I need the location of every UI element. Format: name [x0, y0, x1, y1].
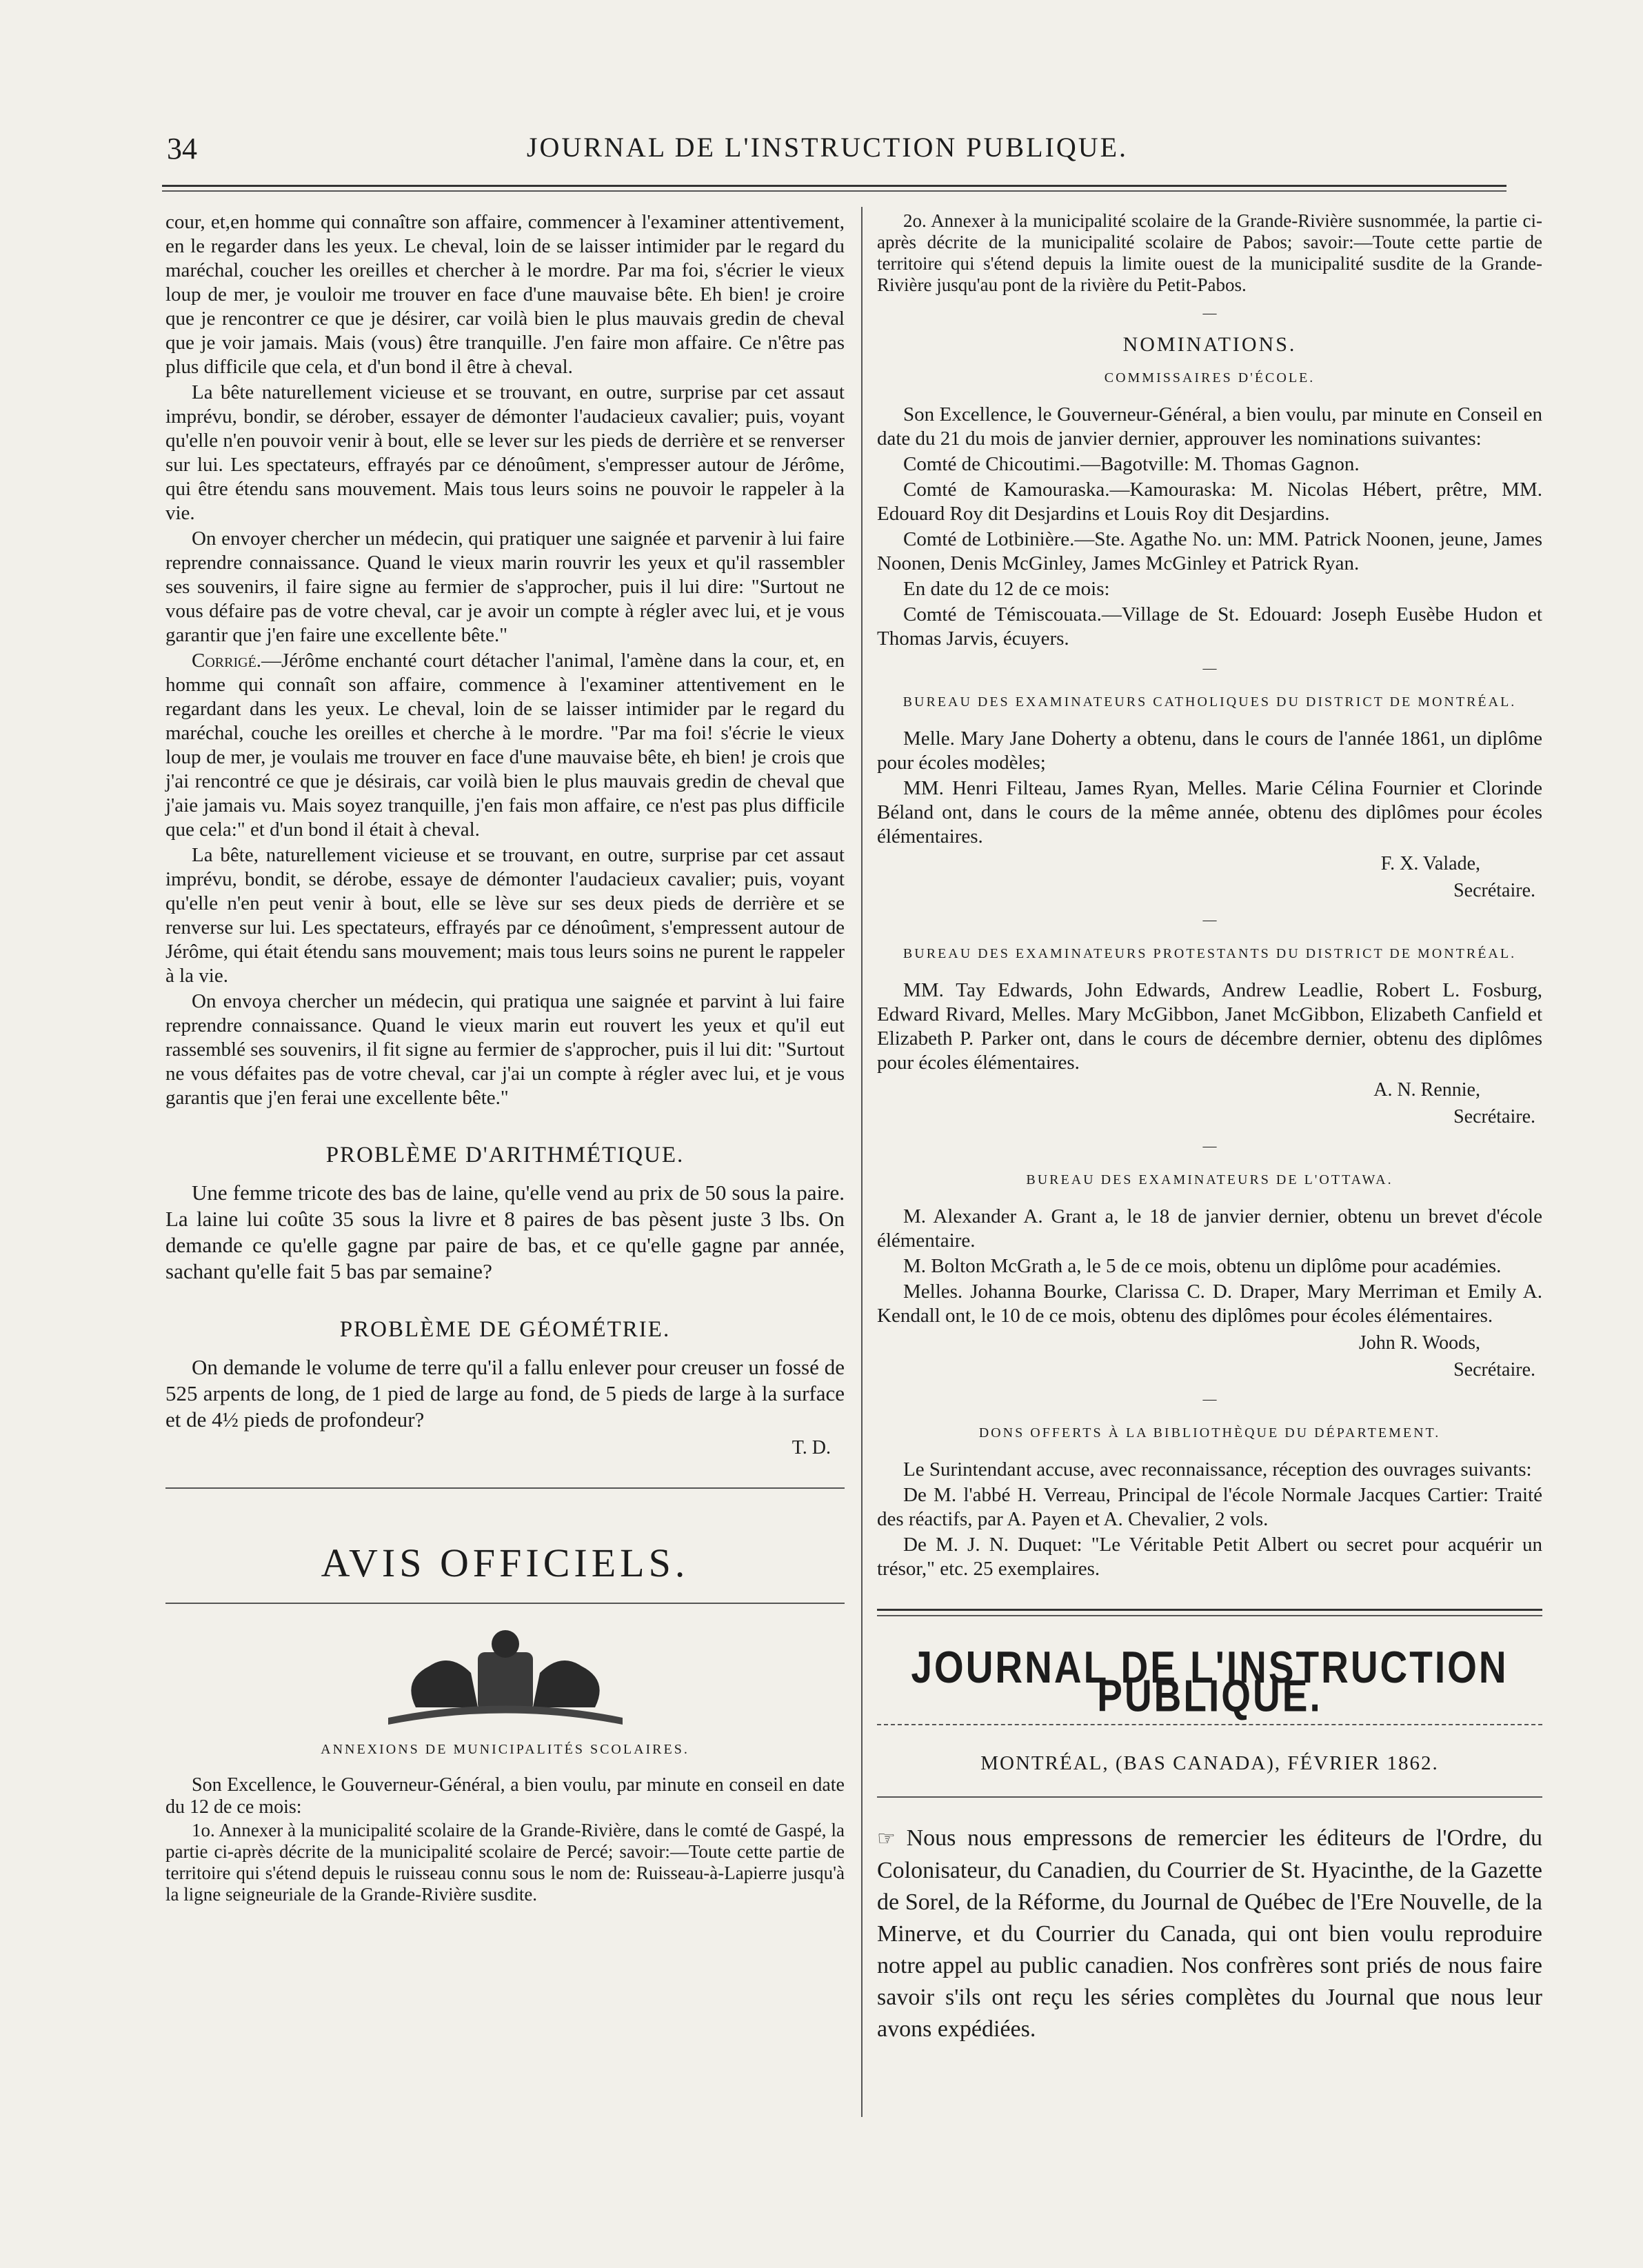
annexion-1: 1o. Annexer à la municipalité scolaire de la Grande-Rivière, dans le comté de Gaspé, la partie ci-après décrite de la municipalité scolaire de Percé; savoir:—Toute cette partie de territoire qui s'étend depuis le ruisseau connu sous le nom de: Ruisseau-à-Lapierre jusqu'à la ligne seigneuriale de la Grande-Rivière susdite.: [165, 1820, 845, 1905]
masthead-rule-bottom: [877, 1724, 1542, 1725]
journal-masthead: JOURNAL DE L'INSTRUCTION PUBLIQUE.: [911, 1642, 1509, 1721]
masthead-rule-top: [877, 1609, 1542, 1611]
nominations-intro: Son Excellence, le Gouverneur-Général, a bien voulu, par minute en Conseil en date du 21 du mois de janvier dernier, approuver les nominations suivantes:: [877, 403, 1542, 450]
nominations-heading: NOMINATIONS.: [1122, 333, 1297, 356]
separator-dash: —: [1202, 661, 1217, 676]
ottawa-board-item-1: M. Alexander A. Grant a, le 18 de janvier dernier, obtenu un brevet d'école élémentaire.: [877, 1205, 1542, 1252]
pointing-hand-icon: ☞: [877, 1827, 907, 1850]
section-rule: [165, 1487, 845, 1489]
separator-dash: —: [1202, 305, 1217, 321]
thanks-notice: [877, 1823, 1542, 2045]
annexions-heading: ANNEXIONS DE MUNICIPALITÉS SCOLAIRES.: [321, 1742, 689, 1757]
protestant-board-heading: BUREAU DES EXAMINATEURS PROTESTANTS DU DISTRICT DE MONTRÉAL.: [903, 946, 1517, 961]
protestant-board-signature-title: Secrétaire.: [1453, 1106, 1535, 1127]
avis-rule: [165, 1603, 845, 1604]
coat-of-arms-emblem: [374, 1625, 636, 1728]
donations-item-2: De M. l'abbé H. Verreau, Principal de l'école Normale Jacques Cartier: Traité des réactifs, par A. Payen et A. Chevalier, 2 vols.: [877, 1484, 1542, 1530]
annexion-2: 2o. Annexer à la municipalité scolaire de la Grande-Rivière susnommée, la partie ci-après décrite de la municipalité scolaire de Pabos; savoir:—Toute cette partie de territoire qui s'étend depuis la limite ouest de la municipalité susdite de la Grande-Rivière jusqu'au pont de la rivière du Petit-Pabos.: [877, 210, 1542, 295]
geometry-heading: PROBLÈME DE GÉOMÉTRIE.: [339, 1317, 671, 1342]
story-paragraph-2: La bête naturellement vicieuse et se trouvant, en outre, surprise par cet assaut imprévu, bondir, se dérober, essayer de démonter l'audacieux cavalier; puis, voyant qu'elle n'en pouvoir venir à bout, elle se lever sur les pieds de derrière et se renverser sur lui. Les spectateurs, effrayés par ce dénoûment, s'empresser autour de Jérôme, qui être étendu sans mouvement. Mais tous leurs soins ne pouvoir le rappeler à la vie.: [165, 381, 845, 524]
protestant-board-item-1: MM. Tay Edwards, John Edwards, Andrew Leadlie, Robert L. Fosburg, Edward Rivard, Melles. Mary McGibbon, Janet McGibbon, Elizabeth Canfield et Elizabeth P. Parker ont, dans le cours de décembre dernier, obtenu des diplômes pour écoles élémentaires.: [877, 979, 1542, 1074]
page-number: 34: [167, 132, 197, 165]
catholic-board-item-1: Melle. Mary Jane Doherty a obtenu, dans le cours de l'année 1861, un diplôme pour écoles modèles;: [877, 727, 1542, 774]
catholic-board-heading: BUREAU DES EXAMINATEURS CATHOLIQUES DU DISTRICT DE MONTRÉAL.: [903, 694, 1517, 710]
story-paragraph-6: On envoya chercher un médecin, qui pratiqua une saignée et parvint à lui faire reprendre connaissance. Quand le vieux marin eut rouvert les yeux et qu'il eut rassemblé ses souvenirs, il fit signe au fermier de s'approcher, puis il lui dit: "Surtout ne vous défaites pas de votre cheval, car j'ai un compte à régler avec lui, et je vous garantis que j'en ferai une excellente bête.": [165, 990, 845, 1109]
nomination-chicoutimi: Comté de Chicoutimi.—Bagotville: M. Thomas Gagnon.: [903, 453, 1360, 475]
right-column: [877, 210, 1542, 2047]
masthead-rule-top-2: [877, 1615, 1542, 1616]
story-paragraph-1: cour, et,en homme qui connaître son affaire, commencer à l'examiner attentivement, en le regarder dans les yeux. Le cheval, loin de se laisser intimider par le regard du maréchal, coucher les oreilles et chercher à le mordre. Par ma foi, s'écrier le vieux loup de mer, je vouloir me trouver en face d'une mauvaise bête. Eh bien! je croire que je rencontrer ce que je désirer, car voilà bien le plus mauvais gredin de cheval que je voir jamais. Mais (vous) être tranquille. J'en faire mon affaire. Ce n'être pas plus difficile que cela, et d'un bond il être à cheval.: [165, 211, 845, 378]
corrige-label: Corrigé.: [192, 650, 262, 672]
corrige-paragraph: [165, 649, 845, 842]
protestant-board-signature-name: A. N. Rennie,: [1373, 1079, 1480, 1101]
catholic-board-signature-title: Secrétaire.: [1453, 880, 1535, 901]
donations-heading: DONS OFFERTS À LA BIBLIOTHÈQUE DU DÉPARTEMENT.: [978, 1425, 1441, 1441]
catholic-board-signature-name: F. X. Valade,: [1380, 853, 1480, 874]
header-rule-lower: [162, 190, 1506, 192]
separator-dash: —: [1202, 1392, 1217, 1407]
ottawa-board-item-2: M. Bolton McGrath a, le 5 de ce mois, obtenu un diplôme pour académies.: [903, 1255, 1502, 1277]
geometry-problem: On demande le volume de terre qu'il a fallu enlever pour creuser un fossé de 525 arpents de long, de 1 pied de large au fond, de 5 pieds de large à la surface et de 4½ pieds de profondeur?: [165, 1355, 845, 1432]
nomination-temiscouata: Comté de Témiscouata.—Village de St. Edouard: Joseph Eusèbe Hudon et Thomas Jarvis, écuyers.: [877, 603, 1542, 650]
left-column: [165, 210, 845, 1907]
column-divider: [861, 207, 863, 2117]
nomination-lotbiniere: Comté de Lotbinière.—Ste. Agathe No. un: MM. Patrick Noonen, jeune, James Noonen, Denis McGinley, James McGinley et Patrick Ryan.: [877, 528, 1542, 574]
arithmetic-problem: Une femme tricote des bas de laine, qu'elle vend au prix de 50 sous la paire. La laine lui coûte 35 sous la livre et 8 paires de bas pèsent juste 3 lbs. On demande ce qu'elle gagne par paire de bas, et ce qu'elle gagne par année, sachant qu'elle fait 5 bas par semaine?: [165, 1181, 845, 1283]
running-title: JOURNAL DE L'INSTRUCTION PUBLIQUE.: [526, 132, 1129, 163]
dateline-rule: [877, 1796, 1542, 1798]
separator-dash: —: [1202, 912, 1217, 927]
annexions-intro: Son Excellence, le Gouverneur-Général, a bien voulu, par minute en conseil en date du 12 de ce mois:: [165, 1774, 845, 1818]
ottawa-board-signature-title: Secrétaire.: [1453, 1359, 1535, 1381]
nomination-date: En date du 12 de ce mois:: [903, 578, 1110, 600]
masthead-dateline: MONTRÉAL, (BAS CANADA), FÉVRIER 1862.: [980, 1752, 1439, 1774]
catholic-board-item-2: MM. Henri Filteau, James Ryan, Melles. Marie Célina Fournier et Clorinde Béland ont, dans le cours de la même année, obtenu des diplômes pour écoles élémentaires.: [877, 777, 1542, 847]
story-paragraph-3: On envoyer chercher un médecin, qui pratiquer une saignée et parvenir à lui faire reprendre connaissance. Quand le vieux marin rouvrir les yeux et qu'il rassembler ses souvenirs, il faire signe au fermier de s'approcher, puis il lui dire: "Surtout ne vous défaire pas de votre cheval, car je avoir un compte à régler avec lui, et je vous garantir que j'en faire une excellente bête.": [165, 528, 845, 646]
geometry-signature: T. D.: [792, 1437, 831, 1458]
header-rule: [162, 185, 1506, 187]
ottawa-board-heading: BUREAU DES EXAMINATEURS DE L'OTTAWA.: [1026, 1172, 1393, 1187]
thanks-notice-text: Nous nous empressons de remercier les éditeurs de l'Ordre, du Colonisateur, du Canadien, du Courrier de St. Hyacinthe, de la Gazette de Sorel, de la Réforme, du Journal de Québec de l'Ere Nouvelle, de la Minerve, et du Courrier du Canada, qui ont bien voulu reproduire notre appel au public canadien. Nos confrères sont priés de nous faire savoir s'ils ont reçu les séries complètes du Journal que nous leur avons expédiées.: [877, 1825, 1542, 2042]
ottawa-board-item-3: Melles. Johanna Bourke, Clarissa C. D. Draper, Mary Merriman et Emily A. Kendall ont, le 10 de ce mois, obtenu des diplômes pour écoles élémentaires.: [877, 1281, 1542, 1327]
separator-dash: —: [1202, 1138, 1217, 1154]
donations-item-1: Le Surintendant accuse, avec reconnaissance, réception des ouvrages suivants:: [903, 1458, 1532, 1481]
ottawa-board-signature-name: John R. Woods,: [1358, 1332, 1480, 1354]
donations-item-3: De M. J. N. Duquet: "Le Véritable Petit Albert ou secret pour acquérir un trésor," etc. 25 exemplaires.: [877, 1534, 1542, 1580]
page-header: [159, 131, 1496, 172]
nomination-kamouraska: Comté de Kamouraska.—Kamouraska: M. Nicolas Hébert, prêtre, MM. Edouard Roy dit Desjardins et Louis Roy dit Desjardins.: [877, 479, 1542, 525]
corrige-text: —Jérôme enchanté court détacher l'animal, l'amène dans la cour, et, en homme qui connaît son affaire, commence à l'examiner attentivement en le regardant dans les yeux. Le cheval, loin de se laisser intimider par le regard du maréchal, couche les oreilles et cherche à le mordre. "Par ma foi! s'écrie le vieux loup de mer, je voulais me trouver en face d'une mauvaise bête, eh bien! je crois que j'ai rencontré ce que je désirais, car voilà bien le plus mauvais gredin de cheval que j'aie jamais vu. Mais soyez tranquille, j'en fais mon affaire, ce n'est pas plus difficile que cela:" et d'un bond il était à cheval.: [165, 650, 845, 841]
avis-officiels-heading: AVIS OFFICIELS.: [321, 1541, 689, 1585]
story-paragraph-5: La bête, naturellement vicieuse et se trouvant, en outre, surprise par cet assaut imprévu, bondit, se dérobe, essaye de démonter l'audacieux cavalier; puis, voyant qu'elle n'en peut venir à bout, elle se lève sur ses deux pieds de derrière et se renverse sur lui. Les spectateurs, effrayés par ce dénoûment, s'empressent autour de Jérôme, qui était étendu sans mouvement; mais tous leurs soins ne purent le rappeler à la vie.: [165, 844, 845, 987]
commissaires-heading: COMMISSAIRES D'ÉCOLE.: [1104, 370, 1316, 385]
arithmetic-heading: PROBLÈME D'ARITHMÉTIQUE.: [325, 1143, 685, 1167]
